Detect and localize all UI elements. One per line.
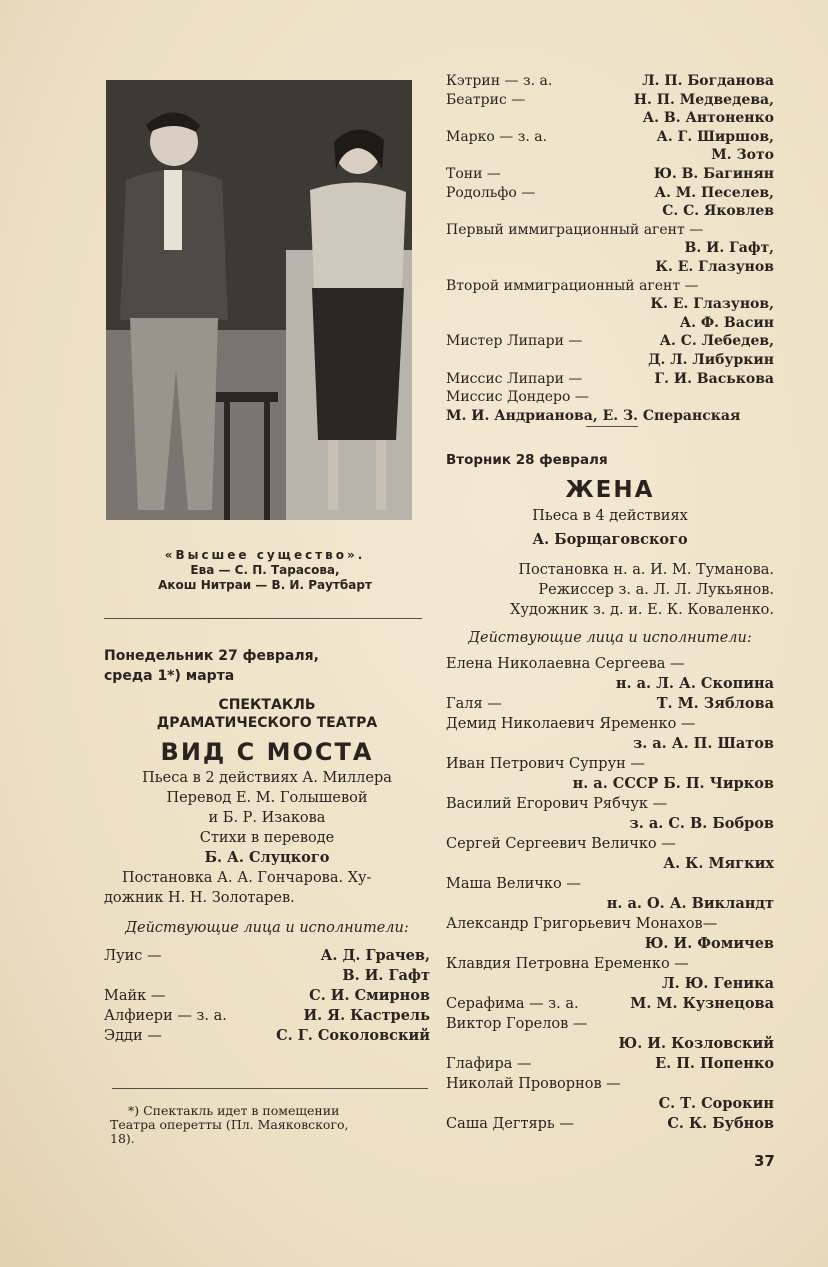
caption-line: Акош Нитраи — В. И. Раутбарт bbox=[158, 578, 372, 592]
actor: Н. П. Медведева, bbox=[633, 91, 774, 108]
cast-row bbox=[104, 1006, 430, 1026]
divider bbox=[104, 618, 422, 619]
cast-row bbox=[446, 91, 774, 110]
role: Беатрис — bbox=[446, 91, 526, 108]
staging-line: Постановка н. а. И. М. Туманова. bbox=[518, 562, 774, 578]
cast-row: н. а. Л. А. Скопина bbox=[615, 675, 774, 692]
cast-row bbox=[446, 694, 774, 714]
desc-line: Стихи в переводе bbox=[199, 830, 335, 846]
cast-row bbox=[446, 184, 774, 203]
play-title: ВИД С МОСТА bbox=[160, 738, 374, 766]
actor: Л. П. Богданова bbox=[642, 73, 774, 89]
cast-row: Миссис Дондеро — bbox=[446, 389, 589, 406]
cast-row: К. Е. Глазунов, bbox=[650, 296, 774, 313]
cast-row bbox=[446, 165, 774, 184]
caption-line: Ева — С. П. Тарасова, bbox=[190, 563, 340, 577]
actor: А. Г. Ширшов, bbox=[656, 128, 774, 145]
photo-caption bbox=[100, 548, 430, 593]
footnote-line: *) Спектакль идет в помещении bbox=[128, 1103, 340, 1118]
role: Марко — з. а. bbox=[446, 128, 548, 145]
role: Майк — bbox=[104, 988, 166, 1004]
subtitle: ДРАМАТИЧЕСКОГО ТЕАТРА bbox=[156, 715, 378, 731]
cast-row: Д. Л. Либуркин bbox=[648, 351, 774, 368]
caption-line: «Высшее существо». bbox=[164, 548, 366, 562]
cast-row: Ю. И. Козловский bbox=[618, 1035, 774, 1052]
footnote bbox=[110, 1104, 430, 1146]
stage-photo bbox=[106, 80, 412, 520]
cast-heading: Действующие лица и исполнители: bbox=[468, 630, 752, 646]
actor: А. С. Лебедев, bbox=[659, 333, 774, 350]
role: Кэтрин — з. а. bbox=[446, 73, 553, 89]
right-column-top bbox=[446, 72, 774, 425]
cast-row: Л. Ю. Геника bbox=[661, 975, 774, 992]
role: Мистер Липари — bbox=[446, 333, 583, 350]
cast-row: Ю. И. Фомичев bbox=[644, 935, 774, 952]
role: Эдди — bbox=[104, 1028, 162, 1044]
cast-row: н. а. О. А. Викландт bbox=[606, 895, 774, 912]
cast-row: К. Е. Глазунов bbox=[655, 258, 774, 275]
role: Луис — bbox=[104, 948, 162, 964]
role: Глафира — bbox=[446, 1056, 532, 1072]
cast-row: Елена Николаевна Сергеева — bbox=[446, 656, 685, 672]
cast-row: Первый иммиграционный агент — bbox=[446, 221, 704, 238]
desc-line: Пьеса в 4 действиях bbox=[532, 508, 688, 524]
cast-row: Николай Проворнов — bbox=[446, 1076, 621, 1092]
role: Миссис Липари — bbox=[446, 370, 583, 387]
page-number: 37 bbox=[754, 1152, 775, 1170]
actor: А. М. Песелев, bbox=[654, 184, 774, 201]
footnote-divider bbox=[112, 1088, 428, 1089]
actor: Ю. В. Багинян bbox=[653, 165, 774, 182]
cast-row: А. К. Мягких bbox=[663, 855, 774, 872]
footnote-line: 18). bbox=[110, 1131, 135, 1146]
cast-row: Маша Величко — bbox=[446, 876, 581, 892]
short-divider bbox=[586, 426, 638, 427]
play-title: ЖЕНА bbox=[565, 477, 655, 503]
cast-row: Иван Петрович Супрун — bbox=[446, 756, 645, 772]
cast-row bbox=[446, 994, 774, 1014]
cast-row bbox=[104, 946, 430, 966]
desc-line: А. Борщаговского bbox=[532, 531, 688, 548]
cast-row bbox=[446, 128, 774, 147]
left-column bbox=[104, 646, 430, 1046]
cast-row: н. а. СССР Б. П. Чирков bbox=[572, 775, 774, 792]
actor: С. И. Смирнов bbox=[309, 987, 430, 1004]
footnote-line: Театра оперетты (Пл. Маяковского, bbox=[110, 1117, 349, 1132]
staging-line: Режиссер з. а. Л. Л. Лукьянов. bbox=[538, 582, 774, 598]
subtitle: СПЕКТАКЛЬ bbox=[218, 697, 316, 713]
date-line: среда 1*) марта bbox=[104, 668, 235, 684]
cast-heading: Действующие лица и исполнители: bbox=[125, 920, 409, 936]
role: Галя — bbox=[446, 696, 502, 712]
actor: Г. И. Васькова bbox=[654, 370, 774, 387]
cast-row: В. И. Гафт bbox=[342, 967, 430, 984]
desc-line: Пьеса в 2 действиях А. Миллера bbox=[142, 770, 392, 786]
cast-row: Второй иммиграционный агент — bbox=[446, 277, 699, 294]
date-line: Понедельник 27 февраля, bbox=[104, 648, 319, 664]
cast-row: А. Ф. Васин bbox=[679, 314, 774, 331]
cast-row: Александр Григорьевич Монахов— bbox=[446, 916, 718, 932]
role: Серафима — з. а. bbox=[446, 996, 579, 1012]
actor: Т. М. Зяблова bbox=[656, 695, 774, 712]
actor: Е. П. Попенко bbox=[655, 1055, 774, 1072]
cast-row bbox=[446, 1054, 774, 1074]
role: Саша Дегтярь — bbox=[446, 1116, 574, 1132]
cast-row: В. И. Гафт, bbox=[684, 240, 774, 257]
cast-row: з. а. А. П. Шатов bbox=[632, 735, 774, 752]
cast-row: Виктор Горелов — bbox=[446, 1016, 588, 1032]
cast-row: Демид Николаевич Яременко — bbox=[446, 716, 696, 732]
cast-row: Сергей Сергеевич Величко — bbox=[446, 836, 676, 852]
staging-line: дожник Н. Н. Золотарев. bbox=[104, 890, 295, 906]
actor: А. Д. Грачев, bbox=[320, 947, 430, 964]
cast-row: Василий Егорович Рябчук — bbox=[446, 796, 668, 812]
cast-row: М. Зото bbox=[711, 147, 774, 164]
staging-line: Художник з. д. и. Е. К. Коваленко. bbox=[510, 602, 774, 618]
actor: М. М. Кузнецова bbox=[630, 995, 774, 1012]
desc-line: и Б. Р. Изакова bbox=[208, 810, 326, 826]
role: Родольфо — bbox=[446, 184, 536, 201]
right-column-bottom bbox=[446, 450, 774, 1134]
actor: С. Г. Соколовский bbox=[276, 1027, 430, 1044]
actors-illustration bbox=[106, 80, 412, 520]
date-line: Вторник 28 февраля bbox=[446, 452, 608, 468]
cast-row: Клавдия Петровна Еременко — bbox=[446, 956, 689, 972]
actor: И. Я. Кастрель bbox=[303, 1007, 430, 1024]
desc-line: Б. А. Слуцкого bbox=[204, 849, 330, 866]
staging-line: Постановка А. А. Гончарова. Ху- bbox=[122, 870, 372, 886]
cast-row: з. а. С. В. Бобров bbox=[629, 815, 774, 832]
desc-line: Перевод Е. М. Голышевой bbox=[166, 790, 368, 806]
cast-row bbox=[104, 986, 430, 1006]
role: Тони — bbox=[446, 165, 501, 182]
cast-row: С. Т. Сорокин bbox=[658, 1095, 774, 1112]
cast-row bbox=[104, 1026, 430, 1046]
cast-row: А. В. Антоненко bbox=[642, 110, 774, 127]
actor: С. К. Бубнов bbox=[667, 1115, 774, 1132]
role: Алфиери — з. а. bbox=[104, 1008, 227, 1024]
cast-row: М. И. Андрианова, Е. З. Сперанская bbox=[446, 407, 741, 424]
cast-row bbox=[446, 72, 774, 91]
cast-row bbox=[446, 332, 774, 351]
cast-row bbox=[446, 370, 774, 389]
cast-row bbox=[446, 1114, 774, 1134]
cast-row: С. С. Яковлев bbox=[662, 203, 774, 220]
